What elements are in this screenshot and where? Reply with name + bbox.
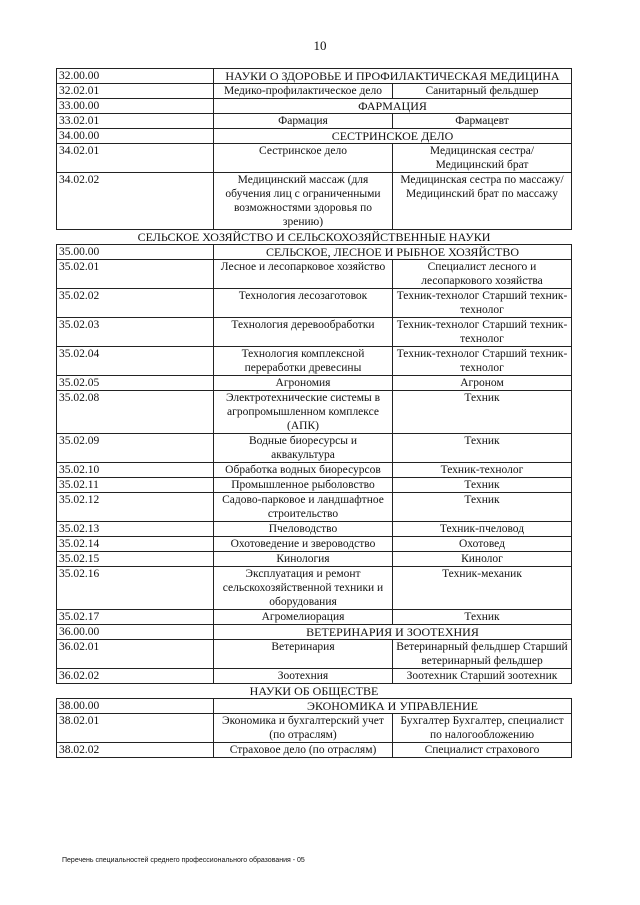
specialty-code: 35.02.10 bbox=[57, 463, 214, 478]
specialty-code: 35.02.09 bbox=[57, 434, 214, 463]
specialty-row bbox=[57, 493, 572, 522]
section-title: ЭКОНОМИКА И УПРАВЛЕНИЕ bbox=[214, 699, 572, 714]
qualification: Медицинская сестра по массажу/ Медицинский брат по массажу bbox=[393, 173, 572, 230]
specialty-row bbox=[57, 376, 572, 391]
section-row bbox=[57, 69, 572, 84]
specialty-code: 38.02.02 bbox=[57, 743, 214, 758]
specialty-name: Лесное и лесопарковое хозяйство bbox=[214, 260, 393, 289]
qualification: Бухгалтер Бухгалтер, специалист по налогообложению bbox=[393, 714, 572, 743]
specialty-name: Кинология bbox=[214, 552, 393, 567]
qualification: Техник-технолог Старший техник-технолог bbox=[393, 347, 572, 376]
specialty-row bbox=[57, 173, 572, 230]
section-code: 34.00.00 bbox=[57, 129, 214, 144]
group-heading: НАУКИ ОБ ОБЩЕСТВЕ bbox=[57, 684, 572, 699]
qualification: Техник-технолог bbox=[393, 463, 572, 478]
specialty-name: Фармация bbox=[214, 114, 393, 129]
specialty-code: 35.02.16 bbox=[57, 567, 214, 610]
specialty-row bbox=[57, 552, 572, 567]
specialty-name: Эксплуатация и ремонт сельскохозяйственной техники и оборудования bbox=[214, 567, 393, 610]
specialty-row bbox=[57, 669, 572, 684]
specialty-name: Сестринское дело bbox=[214, 144, 393, 173]
qualification: Техник bbox=[393, 610, 572, 625]
specialty-row bbox=[57, 463, 572, 478]
specialty-code: 35.02.08 bbox=[57, 391, 214, 434]
specialty-row bbox=[57, 537, 572, 552]
specialty-row bbox=[57, 714, 572, 743]
specialty-name: Технология деревообработки bbox=[214, 318, 393, 347]
specialty-name: Агрономия bbox=[214, 376, 393, 391]
specialty-code: 35.02.11 bbox=[57, 478, 214, 493]
section-code: 36.00.00 bbox=[57, 625, 214, 640]
qualification: Охотовед bbox=[393, 537, 572, 552]
specialty-code: 35.02.03 bbox=[57, 318, 214, 347]
specialty-name: Промышленное рыболовство bbox=[214, 478, 393, 493]
specialty-name: Пчеловодство bbox=[214, 522, 393, 537]
specialty-row bbox=[57, 478, 572, 493]
specialty-code: 34.02.01 bbox=[57, 144, 214, 173]
specialty-row bbox=[57, 84, 572, 99]
qualification: Ветеринарный фельдшер Старший ветеринарный фельдшер bbox=[393, 640, 572, 669]
specialty-row bbox=[57, 289, 572, 318]
specialty-code: 36.02.01 bbox=[57, 640, 214, 669]
specialty-code: 34.02.02 bbox=[57, 173, 214, 230]
qualification: Техник-механик bbox=[393, 567, 572, 610]
specialty-row bbox=[57, 391, 572, 434]
specialty-row bbox=[57, 640, 572, 669]
qualification: Специалист страхового bbox=[393, 743, 572, 758]
group-heading: СЕЛЬСКОЕ ХОЗЯЙСТВО И СЕЛЬСКОХОЗЯЙСТВЕННЫЕ НАУКИ bbox=[57, 230, 572, 245]
specialty-name: Водные биоресурсы и аквакультура bbox=[214, 434, 393, 463]
specialty-row bbox=[57, 347, 572, 376]
specialty-name: Садово-парковое и ландшафтное строительство bbox=[214, 493, 393, 522]
specialty-row bbox=[57, 522, 572, 537]
section-row bbox=[57, 99, 572, 114]
specialty-code: 35.02.12 bbox=[57, 493, 214, 522]
section-code: 38.00.00 bbox=[57, 699, 214, 714]
specialty-name: Зоотехния bbox=[214, 669, 393, 684]
section-row bbox=[57, 129, 572, 144]
specialty-code: 35.02.15 bbox=[57, 552, 214, 567]
qualification: Техник-пчеловод bbox=[393, 522, 572, 537]
specialty-code: 35.02.14 bbox=[57, 537, 214, 552]
specialty-code: 35.02.04 bbox=[57, 347, 214, 376]
qualification: Техник-технолог Старший техник-технолог bbox=[393, 289, 572, 318]
group-heading-row bbox=[57, 684, 572, 699]
section-code: 32.00.00 bbox=[57, 69, 214, 84]
qualification: Техник bbox=[393, 391, 572, 434]
specialty-code: 38.02.01 bbox=[57, 714, 214, 743]
qualification: Медицинская сестра/ Медицинский брат bbox=[393, 144, 572, 173]
specialty-name: Охотоведение и звероводство bbox=[214, 537, 393, 552]
qualification: Техник-технолог Старший техник-технолог bbox=[393, 318, 572, 347]
specialty-row bbox=[57, 260, 572, 289]
qualification: Зоотехник Старший зоотехник bbox=[393, 669, 572, 684]
section-title: НАУКИ О ЗДОРОВЬЕ И ПРОФИЛАКТИЧЕСКАЯ МЕДИЦИНА bbox=[214, 69, 572, 84]
qualification: Кинолог bbox=[393, 552, 572, 567]
specialty-code: 33.02.01 bbox=[57, 114, 214, 129]
specialty-row bbox=[57, 434, 572, 463]
specialty-code: 35.02.17 bbox=[57, 610, 214, 625]
specialty-row bbox=[57, 743, 572, 758]
specialties-table bbox=[56, 68, 572, 758]
specialty-name: Экономика и бухгалтерский учет (по отраслям) bbox=[214, 714, 393, 743]
qualification: Специалист лесного и лесопаркового хозяйства bbox=[393, 260, 572, 289]
specialty-name: Ветеринария bbox=[214, 640, 393, 669]
specialty-row bbox=[57, 144, 572, 173]
specialty-row bbox=[57, 114, 572, 129]
specialty-code: 35.02.02 bbox=[57, 289, 214, 318]
section-code: 33.00.00 bbox=[57, 99, 214, 114]
group-heading-row bbox=[57, 230, 572, 245]
qualification: Техник bbox=[393, 478, 572, 493]
qualification: Агроном bbox=[393, 376, 572, 391]
specialty-code: 32.02.01 bbox=[57, 84, 214, 99]
specialty-name: Технология лесозаготовок bbox=[214, 289, 393, 318]
specialty-code: 35.02.13 bbox=[57, 522, 214, 537]
specialty-name: Медицинский массаж (для обучения лиц с ограниченными возможностями здоровья по зрению) bbox=[214, 173, 393, 230]
specialty-name: Обработка водных биоресурсов bbox=[214, 463, 393, 478]
section-title: СЕСТРИНСКОЕ ДЕЛО bbox=[214, 129, 572, 144]
specialty-row bbox=[57, 318, 572, 347]
specialty-code: 36.02.02 bbox=[57, 669, 214, 684]
qualification: Техник bbox=[393, 493, 572, 522]
specialty-row bbox=[57, 567, 572, 610]
qualification: Санитарный фельдшер bbox=[393, 84, 572, 99]
qualification: Фармацевт bbox=[393, 114, 572, 129]
specialty-name: Электротехнические системы в агропромышленном комплексе (АПК) bbox=[214, 391, 393, 434]
section-title: ВЕТЕРИНАРИЯ И ЗООТЕХНИЯ bbox=[214, 625, 572, 640]
section-code: 35.00.00 bbox=[57, 245, 214, 260]
section-row bbox=[57, 699, 572, 714]
qualification: Техник bbox=[393, 434, 572, 463]
section-title: ФАРМАЦИЯ bbox=[214, 99, 572, 114]
section-row bbox=[57, 625, 572, 640]
specialty-code: 35.02.01 bbox=[57, 260, 214, 289]
specialty-name: Технология комплексной переработки древесины bbox=[214, 347, 393, 376]
specialty-row bbox=[57, 610, 572, 625]
specialty-code: 35.02.05 bbox=[57, 376, 214, 391]
specialty-name: Агромелиорация bbox=[214, 610, 393, 625]
section-row bbox=[57, 245, 572, 260]
page-number: 10 bbox=[313, 38, 327, 53]
footer-text: Перечень специальностей среднего профессионального образования - 05 bbox=[62, 857, 305, 864]
specialty-name: Медико-профилактическое дело bbox=[214, 84, 393, 99]
section-title: СЕЛЬСКОЕ, ЛЕСНОЕ И РЫБНОЕ ХОЗЯЙСТВО bbox=[214, 245, 572, 260]
specialty-name: Страховое дело (по отраслям) bbox=[214, 743, 393, 758]
